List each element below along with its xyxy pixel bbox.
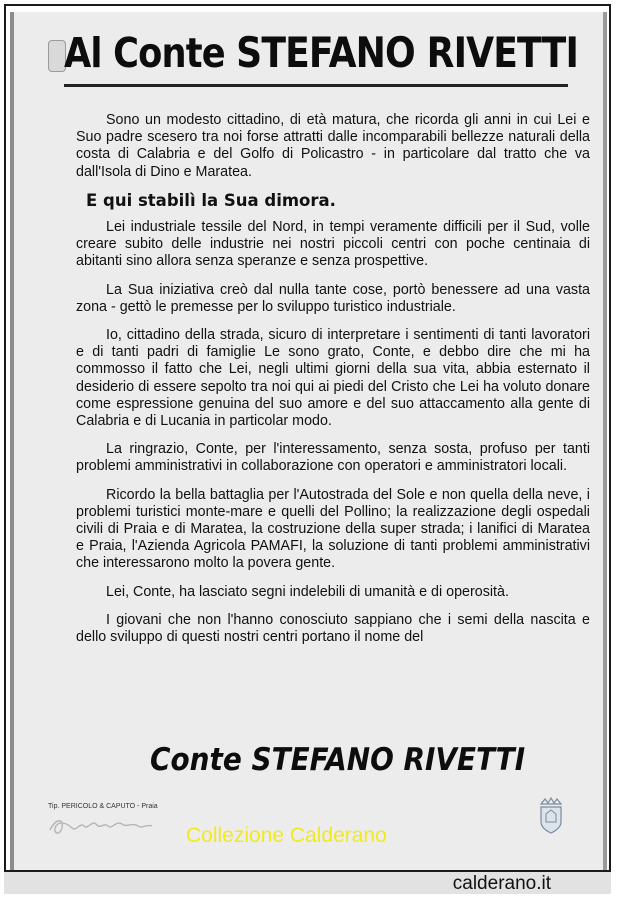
paragraph: Ricordo la bella battaglia per l'Autostrada del Sole e non quella della neve, i problemi turistici monte-mare e quelli del Pollino; la realizzazione degli ospedali civili di Praia e di Maratea, la costruzione della super strada; i lanifici di Maratea e Praia, l'Azienda Agricola PAMAFI, la soluzione di tanti problemi amministrativi che interessarono molto la povera gente. — [76, 486, 590, 572]
paragraph: I giovani che non l'hanno conosciuto sappiano che i semi della nascita e dello sviluppo di questi nostri centri portano il nome del — [76, 611, 590, 646]
collection-watermark: Collezione Calderano — [186, 824, 387, 847]
footer-bar — [4, 870, 611, 894]
paragraph: Lei, Conte, ha lasciato segni indelebili di umanità e di operosità. — [106, 583, 509, 600]
title-underline — [64, 84, 568, 87]
title-prefix: Al Conte — [64, 29, 225, 77]
poster-title — [64, 28, 579, 86]
printer-credit: Tip. PERICOLO & CAPUTO - Praia — [48, 803, 158, 810]
title-name: STEFANO RIVETTI — [236, 28, 579, 77]
poster-signature: Conte STEFANO RIVETTI — [150, 742, 526, 778]
paragraph: La ringrazio, Conte, per l'interessamento, senza sosta, profuso per tanti problemi amministrativi in collaborazione con operatori e amministratori locali. — [76, 441, 590, 475]
paragraph: Io, cittadino della strada, sicuro di interpretare i sentimenti di tanti lavoratori e di tanti padri di famiglie Le sono grato, Conte, e debbo dire che mi ha commosso il fatto che Lei, negli ultimi giorni della sua vita, abbia esternato il desiderio di essere sepolto tra noi qui ai piedi del Cristo che Lei ha voluto donare come espressione genuina del suo amore e del suo attaccamento alla gente di Calabria e di Lucania in particolar modo. — [76, 327, 590, 430]
paragraph: Sono un modesto cittadino, di età matura, che ricorda gli anni in cui Lei e Suo padre scesero tra noi forse attratti dalle incomparabili bellezze naturali della costa di Calabria e del Golfo di Policastro - in particolare dal tratto che va dall'Isola di Dino e Maratea. — [76, 112, 590, 180]
site-watermark: calderano.it — [452, 873, 551, 894]
crest-icon — [536, 796, 566, 836]
paragraph: La Sua iniziativa creò dal nulla tante cose, portò benessere ad una vasta zona - gettò le premesse per lo sviluppo turistico industriale. — [76, 281, 590, 315]
section-heading: E qui stabilì la Sua dimora. — [86, 190, 336, 210]
poster-body — [76, 112, 590, 657]
paragraph: Lei industriale tessile del Nord, in tempi veramente difficili per il Sud, volle creare subito delle industrie nei nostri piccoli centri con poche centinaia di abitanti sino allora senza speranze e senza prospettive. — [76, 219, 590, 270]
handwritten-signature-icon — [46, 812, 156, 840]
